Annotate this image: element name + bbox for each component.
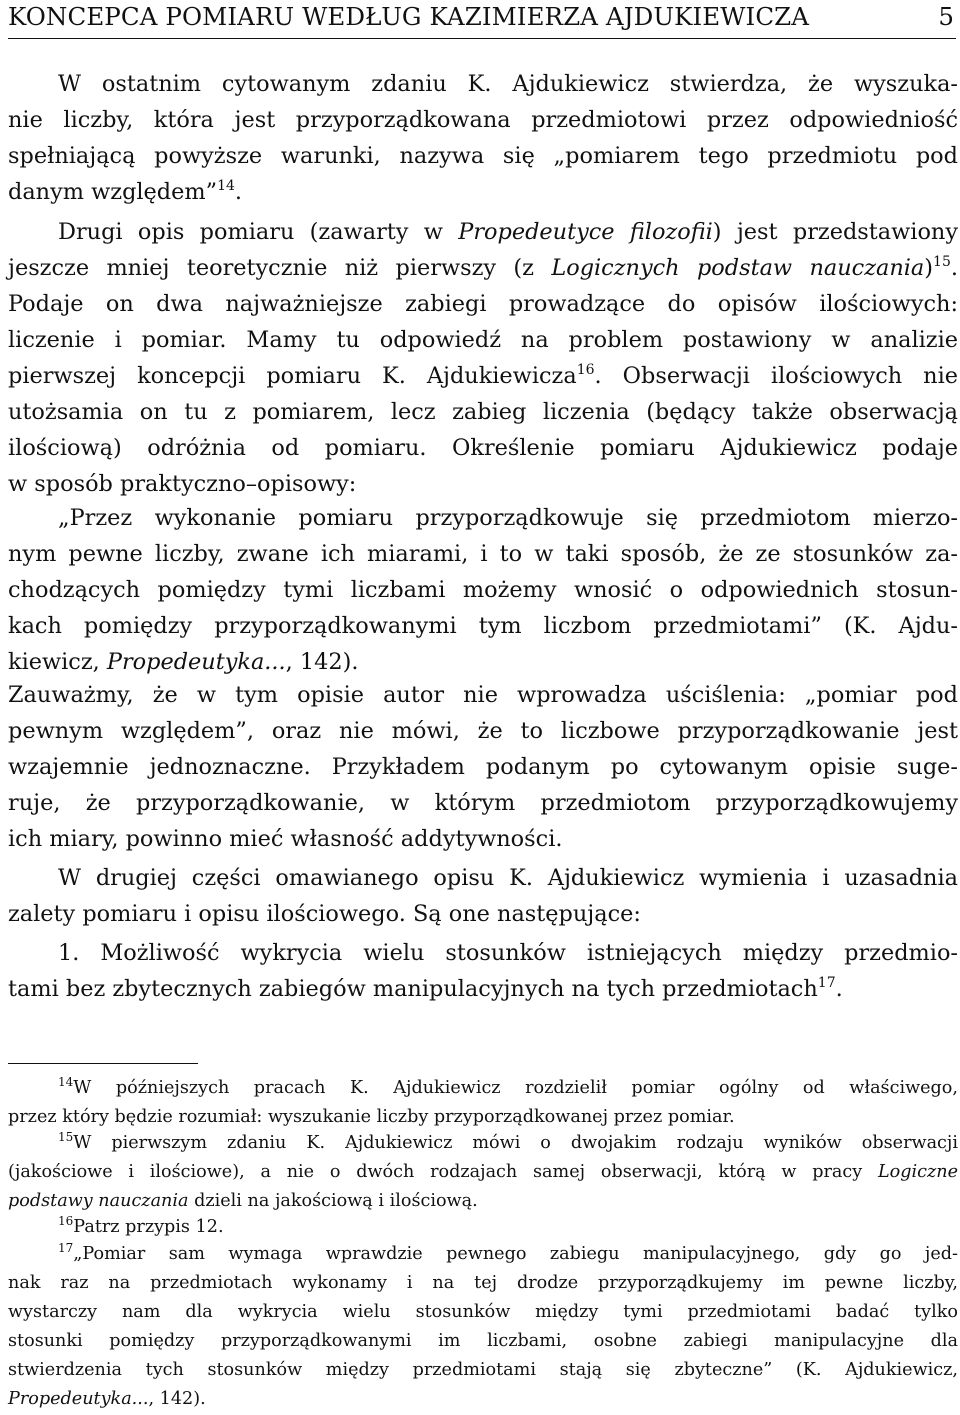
text-line [8,1240,958,1269]
paragraph-2 [8,214,958,502]
text-run: tami bez zbytecznych zabiegów manipulacyjnych na tych przedmiotach [8,976,818,1002]
text-line: spełniającą powyższe warunki, nazywa się „pomiarem tego przedmiotu pod [8,143,958,169]
text-run: W późniejszych pracach K. Ajdukiewicz rozdzielił pomiar ogólny od właściwego, [73,1078,958,1098]
title-podstawy-nauczania: podstawy nauczania [8,1191,189,1211]
text-run: Drugi opis pomiaru (zawarty w [58,219,459,245]
text-line: W ostatnim cytowanym zdaniu K. Ajdukiewicz stwierdza, że wyszuka- [58,71,958,97]
text-run: Patrz przypis 12. [73,1217,224,1237]
footnote-ref-15: 15 [933,254,951,270]
footnote-15 [8,1129,958,1216]
title-logiczne: Logiczne [877,1162,958,1182]
text-line: nym pewne liczby, zwane ich miarami, i to w taki sposób, że ze stosunków za- [8,541,958,567]
text-run: jeszcze mniej teoretycznie niż pierwszy (z [8,255,552,281]
footnote-marker: 15 [58,1130,74,1144]
footnote-14 [8,1074,958,1132]
paragraph-3 [8,677,958,857]
text-run: . [234,179,243,205]
paragraph-4 [8,860,958,932]
footnote-16 [8,1213,958,1242]
footnote-marker: 14 [58,1075,74,1089]
text-line: kach pomiędzy przyporządkowanymi tym liczbom przedmiotami” (K. Ajdu- [8,613,958,639]
title-propedeutyka: Propedeutyka... [106,649,286,675]
text-run: . [835,976,843,1002]
text-line: chodzących pomiędzy tymi liczbami możemy wnosić o odpowiednich stosun- [8,577,958,603]
footnote-17 [8,1240,958,1414]
footnote-rule [8,1063,198,1064]
text-line: Podaje on dwa najważniejsze zabiegi prowadzące do opisów ilościowych: [8,291,958,317]
text-run: , 142). [148,1389,206,1409]
text-line: przez który będzie rozumiał: wyszukanie liczby przyporządkowanej przez pomiar. [8,1107,735,1127]
text-line: ruje, że przyporządkowanie, w którym przedmiotom przyporządkowujemy [8,790,958,816]
text-run: (jakościowe i ilościowe), a nie o dwóch rodzajach samej obserwacji, którą w pracy [8,1162,878,1182]
text-run: „Pomiar sam wymaga wprawdzie pewnego zabiegu manipulacyjnego, gdy go jed- [73,1244,958,1264]
text-line: wzajemnie jednoznaczne. Przykładem podanym po cytowanym opisie suge- [8,754,958,780]
text-run: kiewicz, [8,649,107,675]
text-line: liczenie i pomiar. Mamy tu odpowiedź na problem postawiony w analizie [8,327,958,353]
text-run: W pierwszym zdaniu K. Ajdukiewicz mówi o dwojakim rodzaju wyników obserwacji [73,1133,958,1153]
title-propedeutyka: Propedeutyce filozofii [458,219,713,245]
text-line: zalety pomiaru i opisu ilościowego. Są one następujące: [8,901,641,927]
text-line [8,971,958,1007]
text-line [8,358,958,394]
running-header [8,0,956,39]
text-line [8,1158,958,1187]
text-line: nak raz na przedmiotach wykonamy i na tej drodze przyporządkujemy im pewne liczby, [8,1273,958,1293]
text-line: stwierdzenia tych stosunków między przedmiotami stają się zbyteczne” (K. Ajdukiewicz, [8,1360,958,1380]
text-run: ) [924,255,934,281]
text-line: w sposób praktyczno–opisowy: [8,471,357,497]
footnote-ref-16: 16 [576,362,595,378]
text-line: wystarczy nam dla wykrycia wielu stosunków między tymi przedmiotami badać tylko [8,1302,958,1322]
text-line [8,250,958,286]
page-number: 5 [938,2,954,31]
paragraph-1 [8,66,958,210]
text-line [8,174,958,210]
running-header-title: KONCEPCA POMIARU WEDŁUG KAZIMIERZA AJDUKIEWICZA [8,2,810,31]
text-line: pewnym względem”, oraz nie mówi, że to liczbowe przyporządkowanie jest [8,718,958,744]
text-run: dzieli na jakościową i ilościową. [188,1191,478,1211]
text-line [8,214,958,250]
text-line [8,1385,958,1414]
text-line [8,644,958,680]
text-run: . [950,255,958,281]
text-line: stosunki pomiędzy przyporządkowanymi im liczbami, osobne zabiegi manipulacyjne dla [8,1331,958,1351]
text-line [8,1129,958,1158]
block-quote [8,500,958,680]
footnote-marker: 17 [58,1241,74,1255]
text-line: nie liczby, która jest przyporządkowana przedmiotowi przez odpowiedniość [8,107,958,133]
list-item-1 [8,935,958,1007]
text-line: utożsamia on tu z pomiarem, lecz zabieg liczenia (będący także obserwacją [8,399,958,425]
title-propedeutyka: Propedeutyka... [8,1389,149,1409]
text-run: ) jest przedstawiony [712,219,958,245]
text-run: , 142). [285,649,359,675]
footnote-ref-17: 17 [817,975,836,991]
footnote-ref-14: 14 [217,178,235,194]
text-line: ich miary, powinno mieć własność addytywności. [8,826,563,852]
text-line [8,1074,958,1103]
text-line [8,1187,958,1216]
text-run: . Obserwacji ilościowych nie [594,363,959,389]
text-line [8,1213,958,1242]
text-line: „Przez wykonanie pomiaru przyporządkowuje się przedmiotom mierzo- [58,505,958,531]
text-run: danym względem” [8,179,218,205]
text-run: pierwszej koncepcji pomiaru K. Ajdukiewicza [8,363,577,389]
text-line: 1. Możliwość wykrycia wielu stosunków istniejących między przedmio- [58,940,958,966]
text-line: Zauważmy, że w tym opisie autor nie wprowadza uściślenia: „pomiar pod [8,682,958,708]
text-line: W drugiej części omawianego opisu K. Ajdukiewicz wymienia i uzasadnia [58,865,958,891]
footnote-marker: 16 [58,1214,74,1228]
text-line: ilościową) odróżnia od pomiaru. Określenie pomiaru Ajdukiewicz podaje [8,435,958,461]
title-logiczne-podstawy: Logicznych podstaw nauczania [551,255,925,281]
